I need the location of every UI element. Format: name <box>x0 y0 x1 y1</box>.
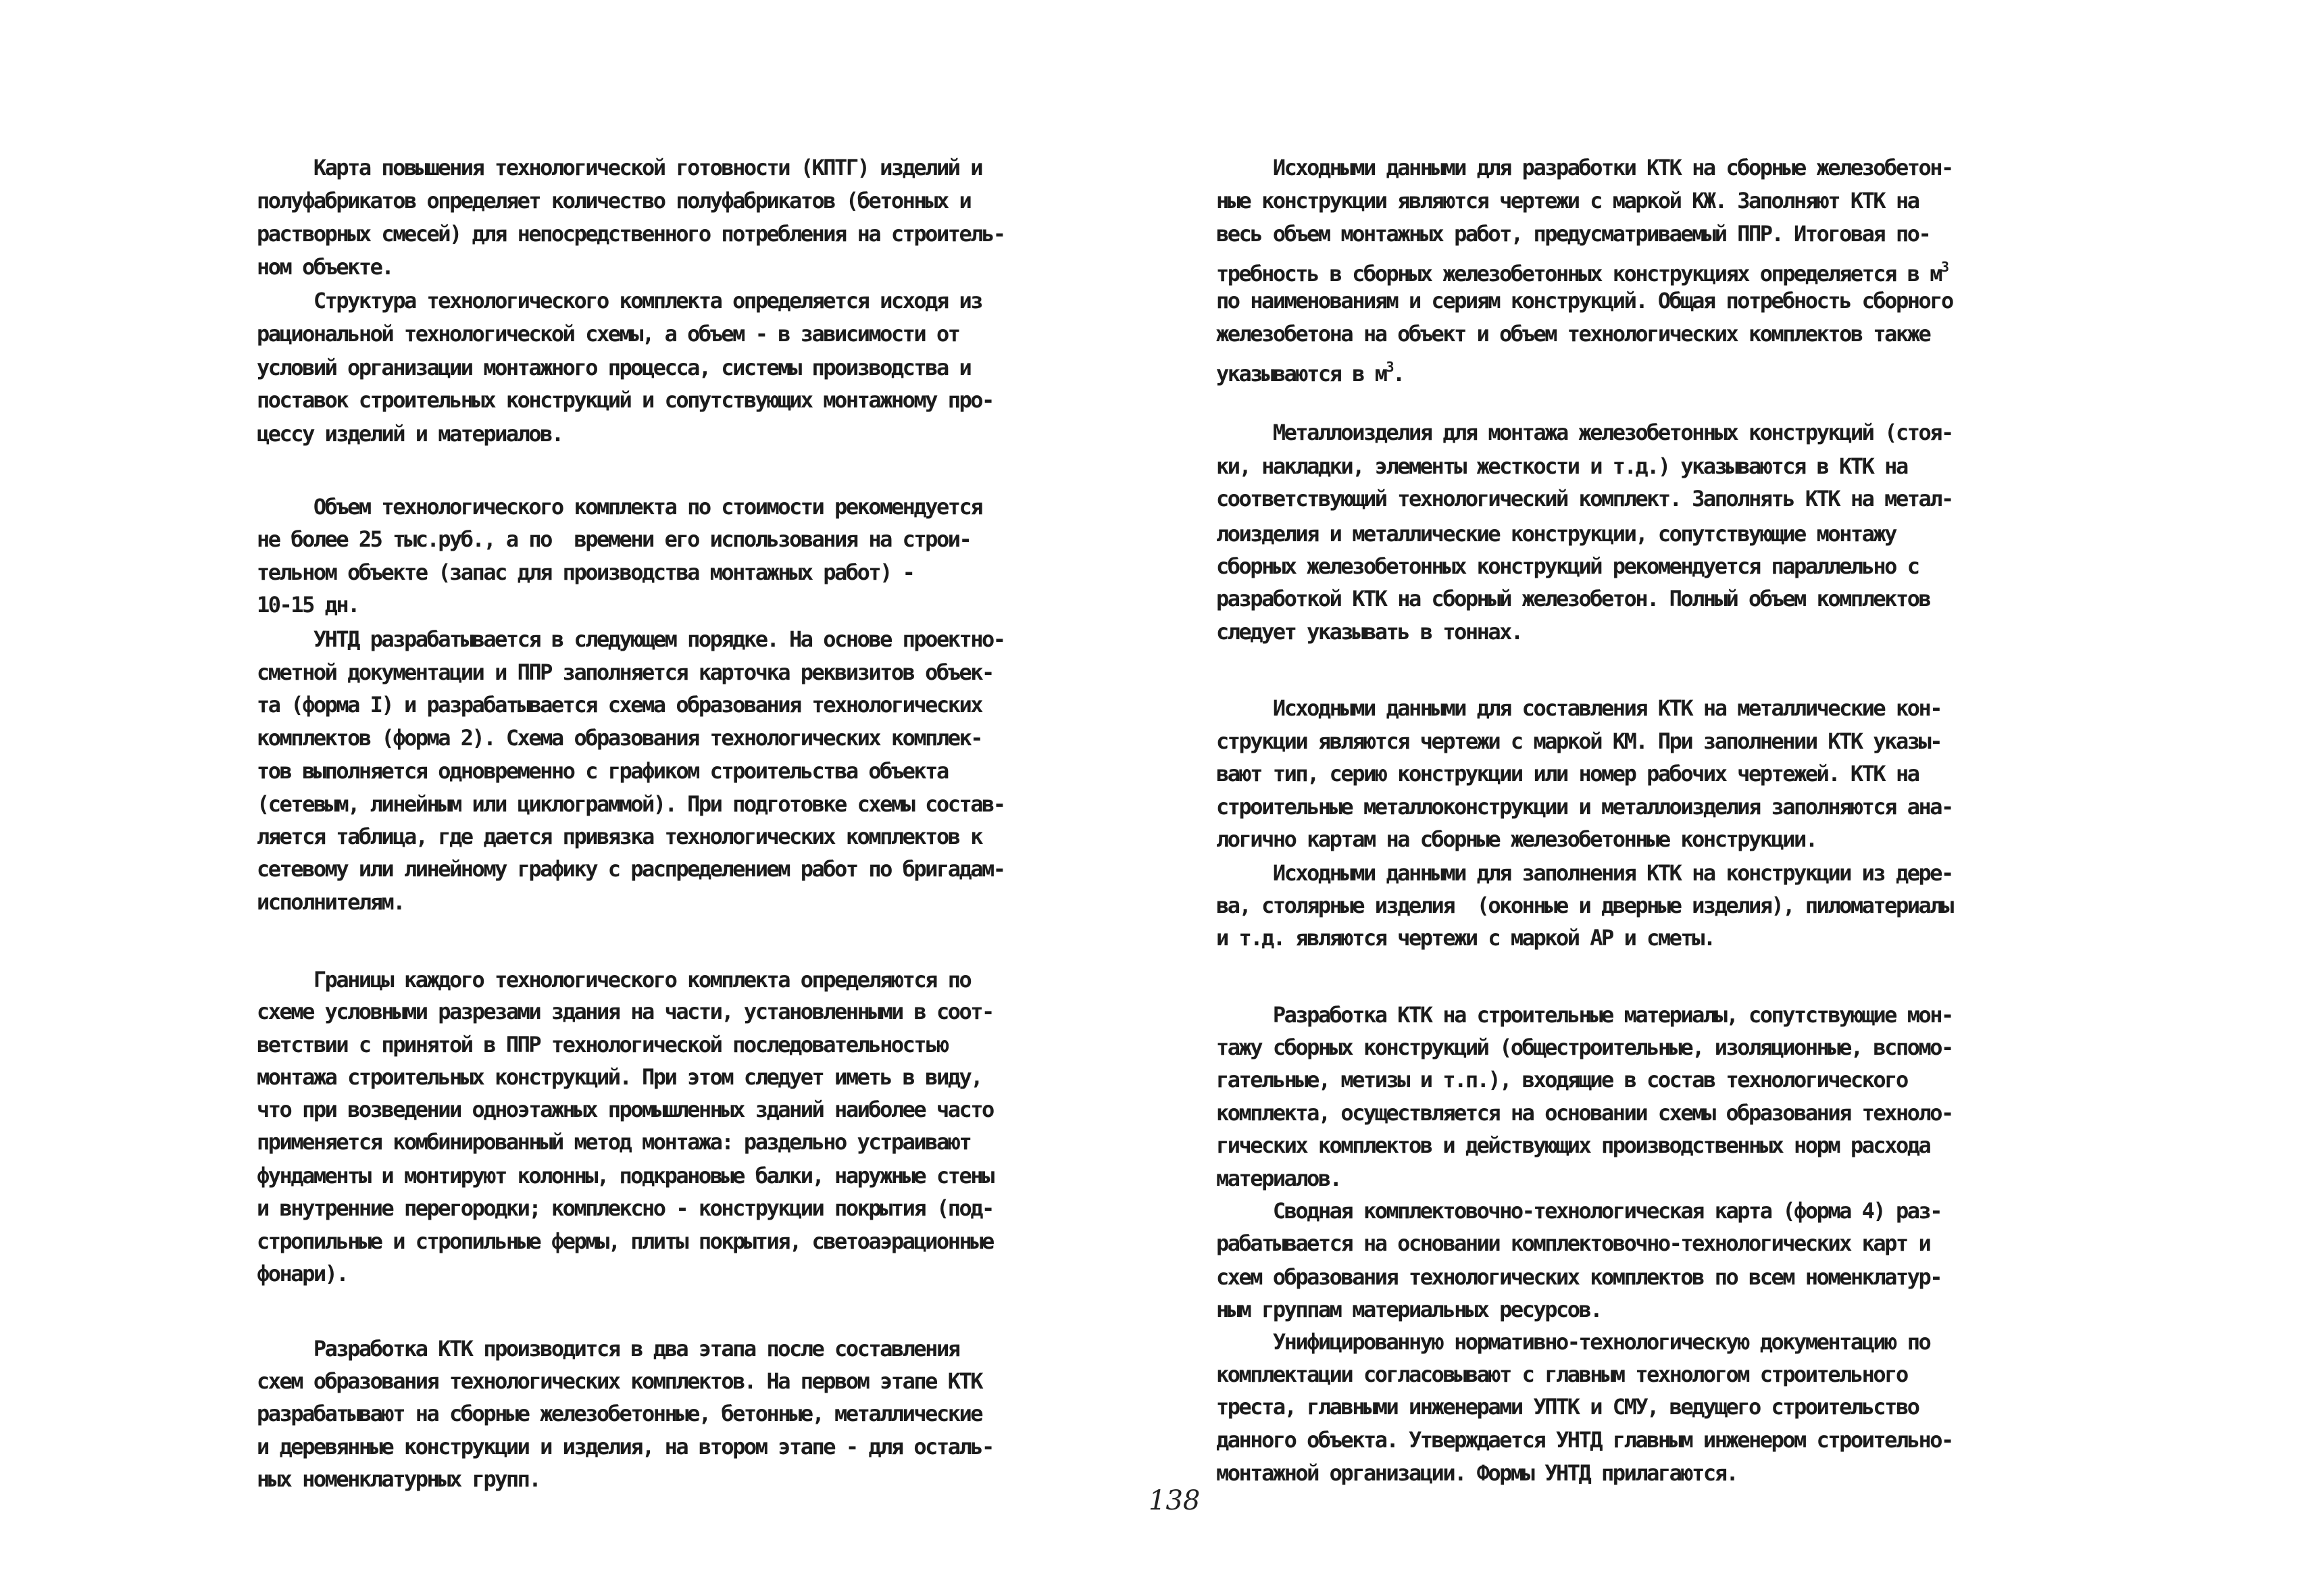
left-line: та (форма I) и разрабатывается схема образования технологических <box>257 692 982 718</box>
right-line: соответствующий технологический комплект. Заполнять КТК на метал- <box>1216 486 1953 512</box>
right-line: Исходными данными для составления КТК на металлические кон- <box>1216 695 1941 721</box>
left-line: 10-15 дн. <box>257 592 359 618</box>
left-line: фундаменты и монтируют колонны, подкрановые балки, наружные стены <box>257 1163 993 1189</box>
right-line: и т.д. являются чертежи с маркой АР и сметы. <box>1216 925 1715 951</box>
right-line: лоизделия и металлические конструкции, сопутствующие монтажу <box>1216 521 1896 547</box>
left-line: Границы каждого технологического комплекта определяются по <box>257 967 971 993</box>
left-line: рациональной технологической схемы, а объем - в зависимости от <box>257 321 959 347</box>
right-line: рабатывается на основании комплектовочно-технологических карт и <box>1216 1230 1930 1256</box>
right-line: Исходными данными для разработки КТК на сборные железобетон- <box>1216 155 1953 180</box>
right-line: тажу сборных конструкций (общестроительные, изоляционные, вспомо- <box>1216 1034 1953 1060</box>
right-line: следует указывать в тоннах. <box>1216 619 1522 645</box>
left-line: цессу изделий и материалов. <box>257 421 563 447</box>
right-line: ва, столярные изделия (оконные и дверные изделия), пиломатериалы <box>1216 893 1953 918</box>
left-line: ном объекте. <box>257 254 393 280</box>
right-line: монтажной организации. Формы УНТД прилагаются. <box>1216 1460 1738 1486</box>
left-line: разрабатывают на сборные железобетонные, бетонные, металлические <box>257 1401 982 1426</box>
right-line: Исходными данными для заполнения КТК на конструкции из дере- <box>1216 860 1953 886</box>
right-line: сборных железобетонных конструкций рекомендуется параллельно с <box>1216 553 1919 579</box>
left-line: растворных смесей) для непосредственного потребления на строитель- <box>257 221 1005 247</box>
left-line: и деревянные конструкции и изделия, на втором этапе - для осталь- <box>257 1434 993 1460</box>
right-line: разработкой КТК на сборный железобетон. Полный объем комплектов <box>1216 586 1930 612</box>
right-line: данного объекта. Утверждается УНТД главным инженером строительно- <box>1216 1427 1953 1453</box>
right-line: материалов. <box>1216 1166 1341 1191</box>
right-line: весь объем монтажных работ, предусматриваемый ППР. Итоговая по- <box>1216 221 1930 247</box>
page-number: 138 <box>1149 1485 1201 1516</box>
left-line: не более 25 тыс.руб., а по времени его использования на строи- <box>257 526 971 552</box>
right-line: гических комплектов и действующих производственных норм расхода <box>1216 1132 1930 1158</box>
right-line: по наименованиям и сериям конструкций. Общая потребность сборного <box>1216 288 1953 314</box>
right-line: указываются в $м^3$. <box>1216 359 1404 386</box>
left-line: монтажа строительных конструкций. При этом следует иметь в виду, <box>257 1064 982 1090</box>
left-line: Объем технологического комплекта по стоимости рекомендуется <box>257 494 982 520</box>
left-line: сметной документации и ППР заполняется карточка реквизитов объек- <box>257 659 993 685</box>
left-line: поставок строительных конструкций и сопутствующих монтажному про- <box>257 387 993 413</box>
right-line: вают тип, серию конструкции или номер рабочих чертежей. КТК на <box>1216 761 1919 787</box>
right-line: строительные металлоконструкции и металлоизделия заполняются ана- <box>1216 794 1953 820</box>
left-line: схем образования технологических комплектов. На первом этапе КТК <box>257 1368 982 1394</box>
left-line: полуфабрикатов определяет количество полуфабрикатов (бетонных и <box>257 188 971 214</box>
right-line: Разработка КТК на строительные материалы, сопутствующие мон- <box>1216 1002 1953 1028</box>
left-line: (сетевым, линейным или циклограммой). При подготовке схемы состав- <box>257 791 1005 817</box>
right-line: Сводная комплектовочно-технологическая карта (форма 4) раз- <box>1216 1198 1941 1224</box>
left-line: сетевому или линейному графику с распределением работ по бригадам- <box>257 856 1005 882</box>
left-line: Структура технологического комплекта определяется исходя из <box>257 288 982 314</box>
right-line: логично картам на сборные железобетонные конструкции. <box>1216 826 1817 852</box>
right-line: требность в сборных железобетонных конструкциях определяется в $м^3$ <box>1216 259 1948 286</box>
right-line: схем образования технологических комплектов по всем номенклатур- <box>1216 1264 1941 1290</box>
left-line: ветствии с принятой в ППР технологической последовательностью <box>257 1032 948 1057</box>
left-line: схеме условными разрезами здания на части, установленными в соот- <box>257 999 993 1024</box>
left-line: что при возведении одноэтажных промышленных зданий наиболее часто <box>257 1097 993 1122</box>
right-line: Унифицированную нормативно-технологическую документацию по <box>1216 1329 1930 1355</box>
left-line: комплектов (форма 2). Схема образования технологических комплек- <box>257 725 982 751</box>
left-line: тов выполняется одновременно с графиком строительства объекта <box>257 758 948 784</box>
left-line: Разработка КТК производится в два этапа после составления <box>257 1336 959 1362</box>
right-line: комплекта, осуществляется на основании схемы образования техноло- <box>1216 1100 1953 1126</box>
left-line: тельном объекте (запас для производства монтажных работ) - <box>257 559 914 585</box>
right-line: гательные, метизы и т.п.), входящие в состав технологического <box>1216 1067 1907 1093</box>
left-line: фонари). <box>257 1261 348 1287</box>
right-line: ным группам материальных ресурсов. <box>1216 1297 1602 1322</box>
left-line: применяется комбинированный метод монтажа: раздельно устраивают <box>257 1129 971 1155</box>
right-line: Металлоизделия для монтажа железобетонных конструкций (стоя- <box>1216 420 1953 445</box>
left-line: стропильные и стропильные фермы, плиты покрытия, светоаэрационные <box>257 1228 993 1254</box>
left-line: исполнителям. <box>257 889 404 915</box>
right-line: комплектации согласовывают с главным технологом строительного <box>1216 1362 1907 1387</box>
left-line: ных номенклатурных групп. <box>257 1466 540 1492</box>
left-line: Карта повышения технологической готовности (КПТГ) изделий и <box>257 155 982 180</box>
right-line: ные конструкции являются чертежи с маркой КЖ. Заполняют КТК на <box>1216 188 1919 214</box>
left-line: УНТД разрабатывается в следующем порядке. На основе проектно- <box>257 626 1005 652</box>
right-line: треста, главными инженерами УПТК и СМУ, ведущего строительство <box>1216 1394 1919 1420</box>
superscript: 3 <box>1941 259 1948 275</box>
superscript: 3 <box>1386 359 1393 375</box>
right-line: струкции являются чертежи с маркой КМ. При заполнении КТК указы- <box>1216 728 1941 754</box>
right-line: железобетона на объект и объем технологических комплектов также <box>1216 321 1930 347</box>
left-line: и внутренние перегородки; комплексно - конструкции покрытия (под- <box>257 1195 993 1221</box>
left-line: условий организации монтажного процесса, системы производства и <box>257 355 971 380</box>
left-line: ляется таблица, где дается привязка технологических комплектов к <box>257 824 982 849</box>
right-line: ки, накладки, элементы жесткости и т.д.) указываются в КТК на <box>1216 453 1907 479</box>
